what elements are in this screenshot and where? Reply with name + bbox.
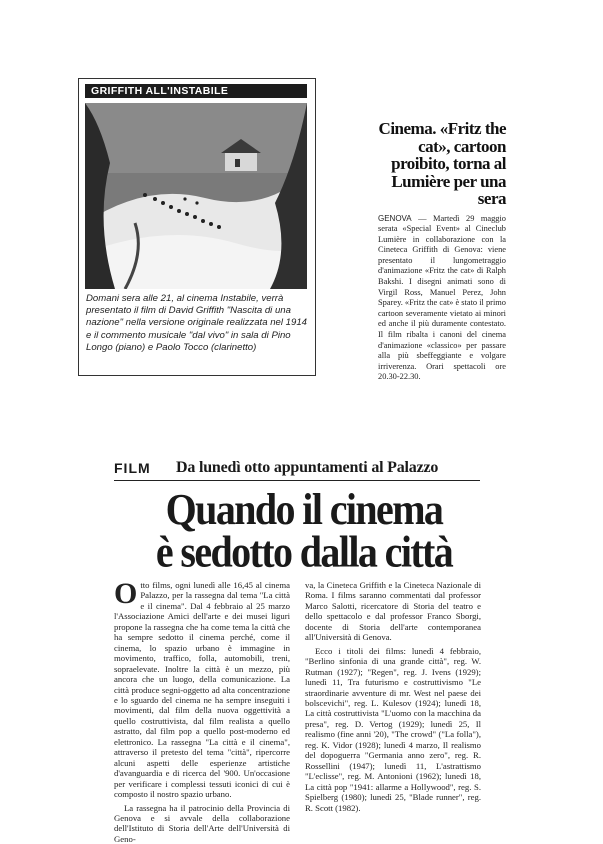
fritz-body-text: — Martedì 29 maggio serata «Special Event» al Cineclub Lumière in collaborazione con la Cineteca Griffith di Genova: viene presentato il lungometraggio d'animazione «Fritz the cat» di Ralph Bakshi. I disegni animati sono di Virgil Ross, Manuel Perez, John Sparey. «Fritz the cat» è stato il primo cartoon severamente vietato ai minori ed anche il più duramente contestato. Il film ribalta i canoni del cinema d'animazione «classico» per passare alla più sbeffeggiante e volgare irriverenza. Orari spettacoli ore 20.30-22.30. <box>378 213 506 382</box>
clipping-griffith <box>78 78 316 376</box>
article-column-right <box>305 580 481 813</box>
article-column-left <box>114 577 290 844</box>
headline-line-1: Quando il cinema <box>165 483 443 534</box>
rubric-header <box>114 458 480 481</box>
clipping-quando-il-cinema <box>114 458 494 844</box>
fritz-dateline: GENOVA <box>378 213 412 223</box>
griffith-caption: Domani sera alle 21, al cinema Instabile, verrà presentato il film di David Griffith "Nascita di una nazione" nella versione originale realizzata nel 1914 e il commento musicale "dal vivo" in sala di Pino Longo (piano) e Paolo Tocco (clarinetto) <box>86 293 308 353</box>
paragraph: va, la Cineteca Griffith e la Cineteca Nazionale di Roma. I films saranno commentati dal professor Marco Salotti, ricercatore di Storia del teatro e dello spettacolo e dal professor Franco Sborgi, docente di Storia dell'arte contemporanea all'Università di Genova. <box>305 580 481 643</box>
section-rubric: FILM <box>114 460 151 476</box>
fritz-headline-rest: «Fritz the cat», cartoon proibito, torna al Lumière per una sera <box>391 119 506 208</box>
paragraph: Ecco i titoli dei films: lunedì 4 febbraio, "Berlino sinfonia di una grande città", reg. W. Rutman (1927); "Regen", reg. J. Ivens (1929); lunedì 11, Tra futurismo e costruttivismo "Le straordinarie avventure di mr. West nel paese dei bolscevichi", reg. L. Kulesov (1924); lunedì 18, La città costruttivista "L'uomo con la macchina da presa", reg. D. Vertog (1929); lunedì 25, Il realismo (fine anni '20), "The crowd" ("La folla"), reg. K. Vidor (1928); lunedì 4 marzo, Il realismo del dopoguerra "Germania anno zero", reg. R. Rossellini (1947); lunedì 11, L'astrattismo "L'eclisse", reg. M. Antonioni (1962); lunedì 18, La città pop "1941: allarme a Hollywood", reg. S. Spielberg (1980); lunedì 25, "Blade runner", reg. R. Scott (1982). <box>305 645 481 813</box>
fritz-headline <box>378 120 506 208</box>
drop-cap: O <box>114 577 138 610</box>
article-overline: Da lunedì otto appuntamenti al Palazzo <box>176 459 439 476</box>
fritz-headline-lead: Cinema. <box>378 119 436 138</box>
film-still-photo <box>85 103 307 289</box>
griffith-kicker: GRIFFITH ALL'INSTABILE <box>85 84 307 98</box>
article-headline <box>114 483 494 577</box>
headline-line-2: è sedotto dalla città <box>155 526 453 577</box>
snowy-landscape-photo <box>85 103 307 289</box>
paragraph-text: tto films, ogni lunedì alle 16,45 al cinema Palazzo, per la rassegna dal tema "La città e il cinema". Dal 4 febbraio al 25 marzo l'Associazione Amici dell'arte e dei musei liguri propone la rassegna che ha come tema la città che ha sempre sedotto il cinema perché, come il cinema, lo spazio urbano è immagine in movimento, traffico, folla, automobili, treni, sopraelevate. Inoltre la città è un mezzo, più ancora che un luogo, della comunicazione. La città produce segni-oggetto ad alta concentrazione e lo sguardo del cinema ne ha sempre inseguiti i movimenti, dal film della nuova oggettività a quello costruttivista, dal film realista a quello astratto, dal film pop a quello post-moderno ed elettronico. La rassegna "La città e il cinema", attraverso il pretesto del tema "città", ripercorre alcuni aspetti delle esperienze artistiche d'avanguardia e di ricerca del '900. Un'occasione per verificare i complessi tessuti iconici di cui è composto il nostro spazio urbano. <box>114 580 290 800</box>
fritz-article-body <box>378 214 506 384</box>
paragraph <box>114 577 290 800</box>
paragraph: La rassegna ha il patrocinio della Provincia di Genova e si avvale della collaborazione dell'Istituto di Storia dell'Arte dell'Università di Geno- <box>114 802 290 844</box>
clipping-fritz-the-cat <box>378 120 506 392</box>
